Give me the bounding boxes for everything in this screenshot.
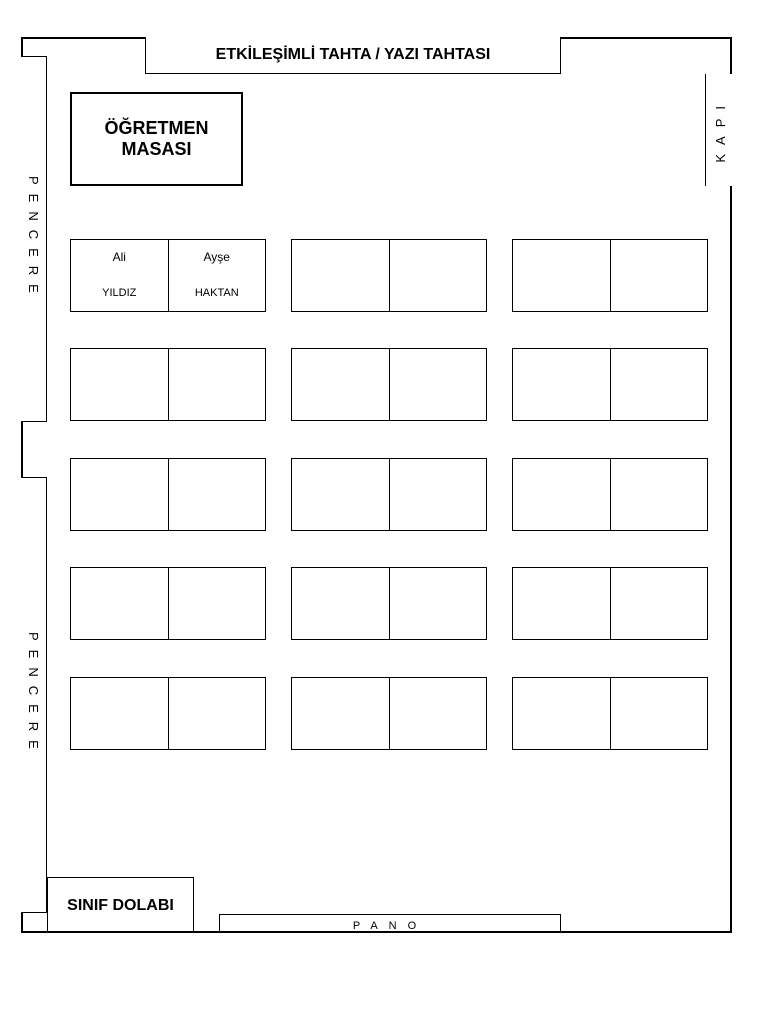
desk: [291, 677, 487, 750]
seat: [389, 240, 487, 311]
desk: [512, 458, 708, 531]
teacher-desk-line1: ÖĞRETMEN: [104, 118, 209, 138]
class-cabinet: [47, 877, 194, 933]
seat: [292, 678, 389, 749]
desk: [512, 567, 708, 640]
seat: [71, 678, 168, 749]
seat: [292, 459, 389, 530]
door: [705, 74, 735, 186]
desk: [70, 458, 266, 531]
window-bottom: [21, 477, 47, 913]
door-label: KAPI: [713, 97, 728, 163]
seat: [513, 678, 610, 749]
seat: [389, 678, 487, 749]
seat: [292, 240, 389, 311]
seat: [389, 459, 487, 530]
desk: [70, 348, 266, 421]
teacher-desk: [70, 92, 243, 186]
seat: [389, 568, 487, 639]
desk: [70, 567, 266, 640]
desk: [512, 677, 708, 750]
seat: [168, 678, 266, 749]
desk: [291, 239, 487, 312]
pano-label: PANO: [352, 920, 428, 932]
seat: [610, 459, 708, 530]
seat: [71, 459, 168, 530]
student-first-name: Ayşe: [203, 250, 230, 264]
seat: [292, 568, 389, 639]
bulletin-board: [219, 914, 561, 933]
board-label: ETKİLEŞİMLİ TAHTA / YAZI TAHTASI: [215, 46, 491, 63]
window-top: [21, 56, 47, 422]
seat: [71, 568, 168, 639]
seat: [292, 349, 389, 420]
teacher-desk-line2: MASASI: [121, 139, 192, 159]
seat: [168, 568, 266, 639]
desk: [291, 348, 487, 421]
seat: [610, 678, 708, 749]
desk: [291, 567, 487, 640]
seat: [513, 459, 610, 530]
seat: [610, 349, 708, 420]
desk: [512, 239, 708, 312]
seat: [168, 459, 266, 530]
desk: [70, 239, 266, 312]
seat: [168, 349, 266, 420]
window-bottom-label: PENCERE: [26, 632, 41, 758]
cabinet-label: SINIF DOLABI: [67, 896, 174, 914]
student-first-name: Ali: [112, 250, 126, 264]
desk: [291, 458, 487, 531]
seat: [513, 349, 610, 420]
seat: [610, 568, 708, 639]
seat: [513, 568, 610, 639]
desk: [512, 348, 708, 421]
seat: [71, 349, 168, 420]
seat: [168, 240, 266, 311]
interactive-board: [145, 37, 561, 74]
seat: [513, 240, 610, 311]
window-top-label: PENCERE: [26, 176, 41, 302]
seat: [389, 349, 487, 420]
seat: [71, 240, 168, 311]
seat: [610, 240, 708, 311]
student-last-name: YILDIZ: [102, 287, 137, 299]
desk: [70, 677, 266, 750]
student-last-name: HAKTAN: [194, 287, 239, 299]
